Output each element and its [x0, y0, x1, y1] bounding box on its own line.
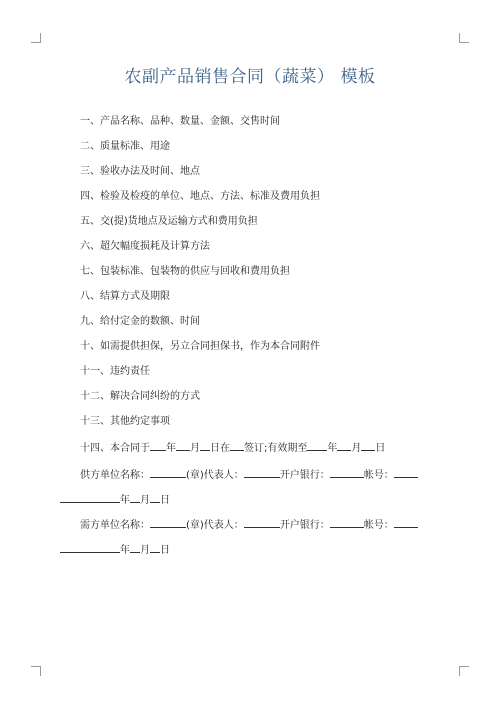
account-label: 帐号： — [363, 470, 394, 481]
blank-field — [176, 440, 190, 451]
section-8: 八、结算方式及期限 — [80, 291, 170, 302]
day-label: 日 — [375, 443, 386, 454]
month-label: 月 — [351, 443, 362, 454]
day-at-label: 日在 — [210, 443, 230, 454]
signed-valid-until-label: 签订;有效期至 — [244, 443, 308, 454]
section-4: 四、检验及检疫的单位、地点、方法、标准及费用负担 — [80, 191, 320, 202]
month-label: 月 — [140, 545, 150, 556]
blank-field — [130, 492, 140, 503]
blank-field — [307, 440, 327, 451]
section-12: 十二、解决合同纠纷的方式 — [80, 391, 200, 402]
blank-field — [130, 542, 140, 553]
blank-field — [60, 542, 120, 553]
buyer-unit-label: 需方单位名称： — [80, 520, 150, 531]
term-line — [80, 440, 385, 456]
blank-field — [150, 492, 160, 503]
blank-field — [230, 440, 244, 451]
section-10: 十、如需提供担保，另立合同担保书，作为本合同附件 — [80, 341, 320, 352]
blank-field — [394, 467, 418, 478]
blank-field — [330, 517, 364, 528]
buyer-line — [80, 517, 418, 533]
seal-representative-label: (章)代表人： — [186, 470, 244, 481]
blank-field — [244, 517, 280, 528]
year-label: 年 — [120, 545, 130, 556]
blank-field — [200, 440, 210, 451]
month-label: 月 — [140, 495, 150, 506]
bank-label: 开户银行： — [279, 520, 330, 531]
blank-field — [150, 467, 186, 478]
section-2: 二、质量标准、用途 — [80, 141, 170, 152]
blank-field — [330, 467, 364, 478]
section-1: 一、产品名称、品种、数量、金额、交售时间 — [80, 116, 280, 127]
section-11: 十一、违约责任 — [80, 366, 150, 377]
month-label: 月 — [190, 443, 200, 454]
blank-field — [60, 492, 120, 503]
blank-field — [150, 440, 166, 451]
supplier-line — [80, 467, 418, 483]
term-prefix: 十四、本合同于 — [80, 443, 150, 454]
blank-field — [150, 517, 186, 528]
blank-field — [361, 440, 375, 451]
blank-field — [337, 440, 351, 451]
blank-field — [244, 467, 280, 478]
supplier-date-line — [60, 492, 170, 508]
section-9: 九、给付定金的数额、时间 — [80, 316, 200, 327]
section-3: 三、验收办法及时间、地点 — [80, 166, 200, 177]
page-corner-mark-bottom-right — [459, 666, 469, 676]
blank-field — [394, 517, 418, 528]
page-corner-mark-top-right — [459, 33, 469, 43]
contract-sections — [80, 114, 460, 439]
bank-label: 开户银行： — [279, 470, 330, 481]
buyer-date-line — [60, 542, 170, 558]
year-label: 年 — [166, 443, 176, 454]
section-6: 六、超欠幅度损耗及计算方法 — [80, 241, 210, 252]
seal-representative-label: (章)代表人： — [186, 520, 244, 531]
day-label: 日 — [160, 495, 170, 506]
document-title: 农副产品销售合同（蔬菜） 模板 — [124, 67, 376, 87]
year-label: 年 — [120, 495, 130, 506]
year-label: 年 — [327, 443, 338, 454]
section-7: 七、包装标准、包装物的供应与回收和费用负担 — [80, 266, 290, 277]
blank-field — [150, 542, 160, 553]
section-5: 五、交(提)货地点及运输方式和费用负担 — [80, 216, 258, 227]
section-13: 十三、其他约定事项 — [80, 416, 170, 427]
day-label: 日 — [160, 545, 170, 556]
page-corner-mark-bottom-left — [31, 666, 41, 676]
page-corner-mark-top-left — [31, 33, 41, 43]
account-label: 帐号： — [363, 520, 394, 531]
supplier-unit-label: 供方单位名称： — [80, 470, 150, 481]
